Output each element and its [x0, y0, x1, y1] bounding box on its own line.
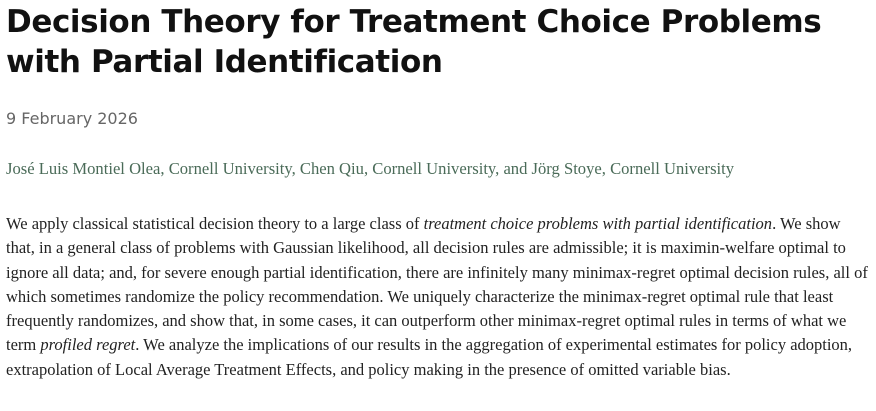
abstract-emphasis: profiled regret: [40, 335, 136, 355]
article-title: Decision Theory for Treatment Choice Problems with Partial Identification: [6, 4, 822, 80]
abstract-text: . We show that, in a general class of problems with Gaussian likelihood, all decision rules are admissible; it is maximin-welfare optimal to ignore all data; and, for severe enough partial identification, there are infinitely many minimax-regret optimal decision rules, all of which sometimes randomize the policy recommendation. We uniquely characterize the minimax-regret optimal rule that least frequently randomizes, and show that, in some cases, it can outperform other minimax-regret optimal rules in terms of what we term: [6, 214, 868, 355]
author-list: José Luis Montiel Olea, Cornell University, Chen Qiu, Cornell University, and Jörg Stoye, Cornell University: [6, 159, 735, 178]
abstract-text: . We analyze the implications of our results in the aggregation of experimental estimates for policy adoption, extrapolation of Local Average Treatment Effects, and policy making in the presence of omitted variable bias.: [6, 335, 853, 379]
publication-date: 9 February 2026: [6, 109, 138, 128]
abstract: [6, 212, 872, 382]
abstract-text: We apply classical statistical decision theory to a large class of: [6, 214, 424, 233]
abstract-emphasis: treatment choice problems with partial identification: [423, 214, 773, 233]
